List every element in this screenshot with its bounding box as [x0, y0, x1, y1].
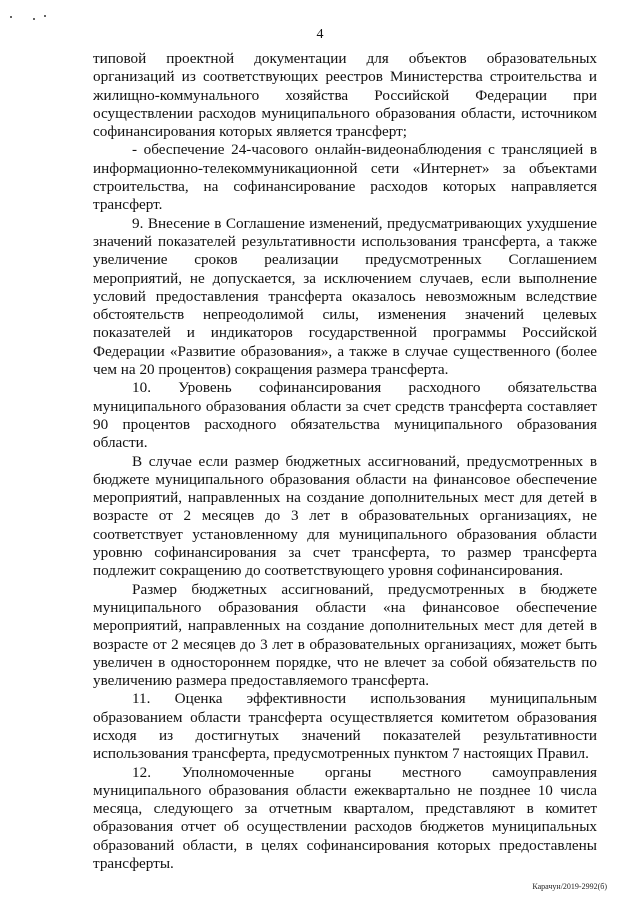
scan-speck: [44, 15, 46, 17]
footer-document-code: Карачун/2019-2992(б): [532, 882, 607, 891]
scan-speck: [10, 16, 12, 18]
paragraph-continuation: типовой проектной документации для объектов образовательных организаций из соответствующих реестров Министерства строительства и жилищно-коммунального хозяйства Российской Федерации при осуществлении расходов муниципального образования области, источником софинансирования которых является трансферт;: [93, 50, 597, 141]
paragraph-clause-9: 9. Внесение в Соглашение изменений, предусматривающих ухудшение значений показателей результативности использования трансферта, а также увеличение сроков реализации предусмотренных Соглашением мероприятий, не допускается, за исключением случаев, если выполнение условий предоставления трансферта оказалось невозможным вследствие обстоятельств непреодолимой силы, изменения значений целевых показателей и индикаторов государственной программы Российской Федерации «Развитие образования», а также в случае существенного (более чем на 20 процентов) сокращения размера трансферта.: [93, 214, 597, 379]
paragraph-budget-increase: Размер бюджетных ассигнований, предусмотренных в бюджете муниципального образования области «на финансовое обеспечение мероприятий, направленных на создание дополнительных мест для детей в возрасте от 2 месяцев до 3 лет в образовательных организациях, может быть увеличен в одностороннем порядке, что не влечет за собой обязательств по увеличению размера предоставляемого трансферта.: [93, 580, 597, 690]
paragraph-budget-shortfall: В случае если размер бюджетных ассигнований, предусмотренных в бюджете муниципального образования области на финансовое обеспечение мероприятий, направленных на создание дополнительных мест для детей в возрасте от 2 месяцев до 3 лет в образовательных организациях, не соответствует установленному для муниципального образования области уровню софинансирования за счет трансферта, то размер трансферта подлежит сокращению до соответствующего уровня софинансирования.: [93, 452, 597, 580]
document-body: [93, 50, 597, 873]
paragraph-clause-10: 10. Уровень софинансирования расходного обязательства муниципального образования области за счет средств трансферта составляет 90 процентов расходного обязательства муниципального образования области.: [93, 379, 597, 452]
paragraph-clause-12: 12. Уполномоченные органы местного самоуправления муниципального образования области ежеквартально не позднее 10 числа месяца, следующего за отчетным кварталом, представляют в комитет образования отчет об осуществлении расходов бюджетов муниципальных образований области, в целях софинансирования которых предоставлены трансферты.: [93, 763, 597, 873]
paragraph-clause-11: 11. Оценка эффективности использования муниципальным образованием области трансферта осуществляется комитетом образования исходя из достигнутых значений показателей результативности использования трансферта, предусмотренных пунктом 7 настоящих Правил.: [93, 690, 597, 763]
page-number: 4: [316, 27, 324, 42]
scan-speck: [33, 18, 35, 20]
paragraph-video-monitoring: - обеспечение 24-часового онлайн-видеонаблюдения с трансляцией в информационно-телекоммуникационной сети «Интернет» за объектами строительства, на софинансирование расходов которых направляется трансферт.: [93, 141, 597, 214]
